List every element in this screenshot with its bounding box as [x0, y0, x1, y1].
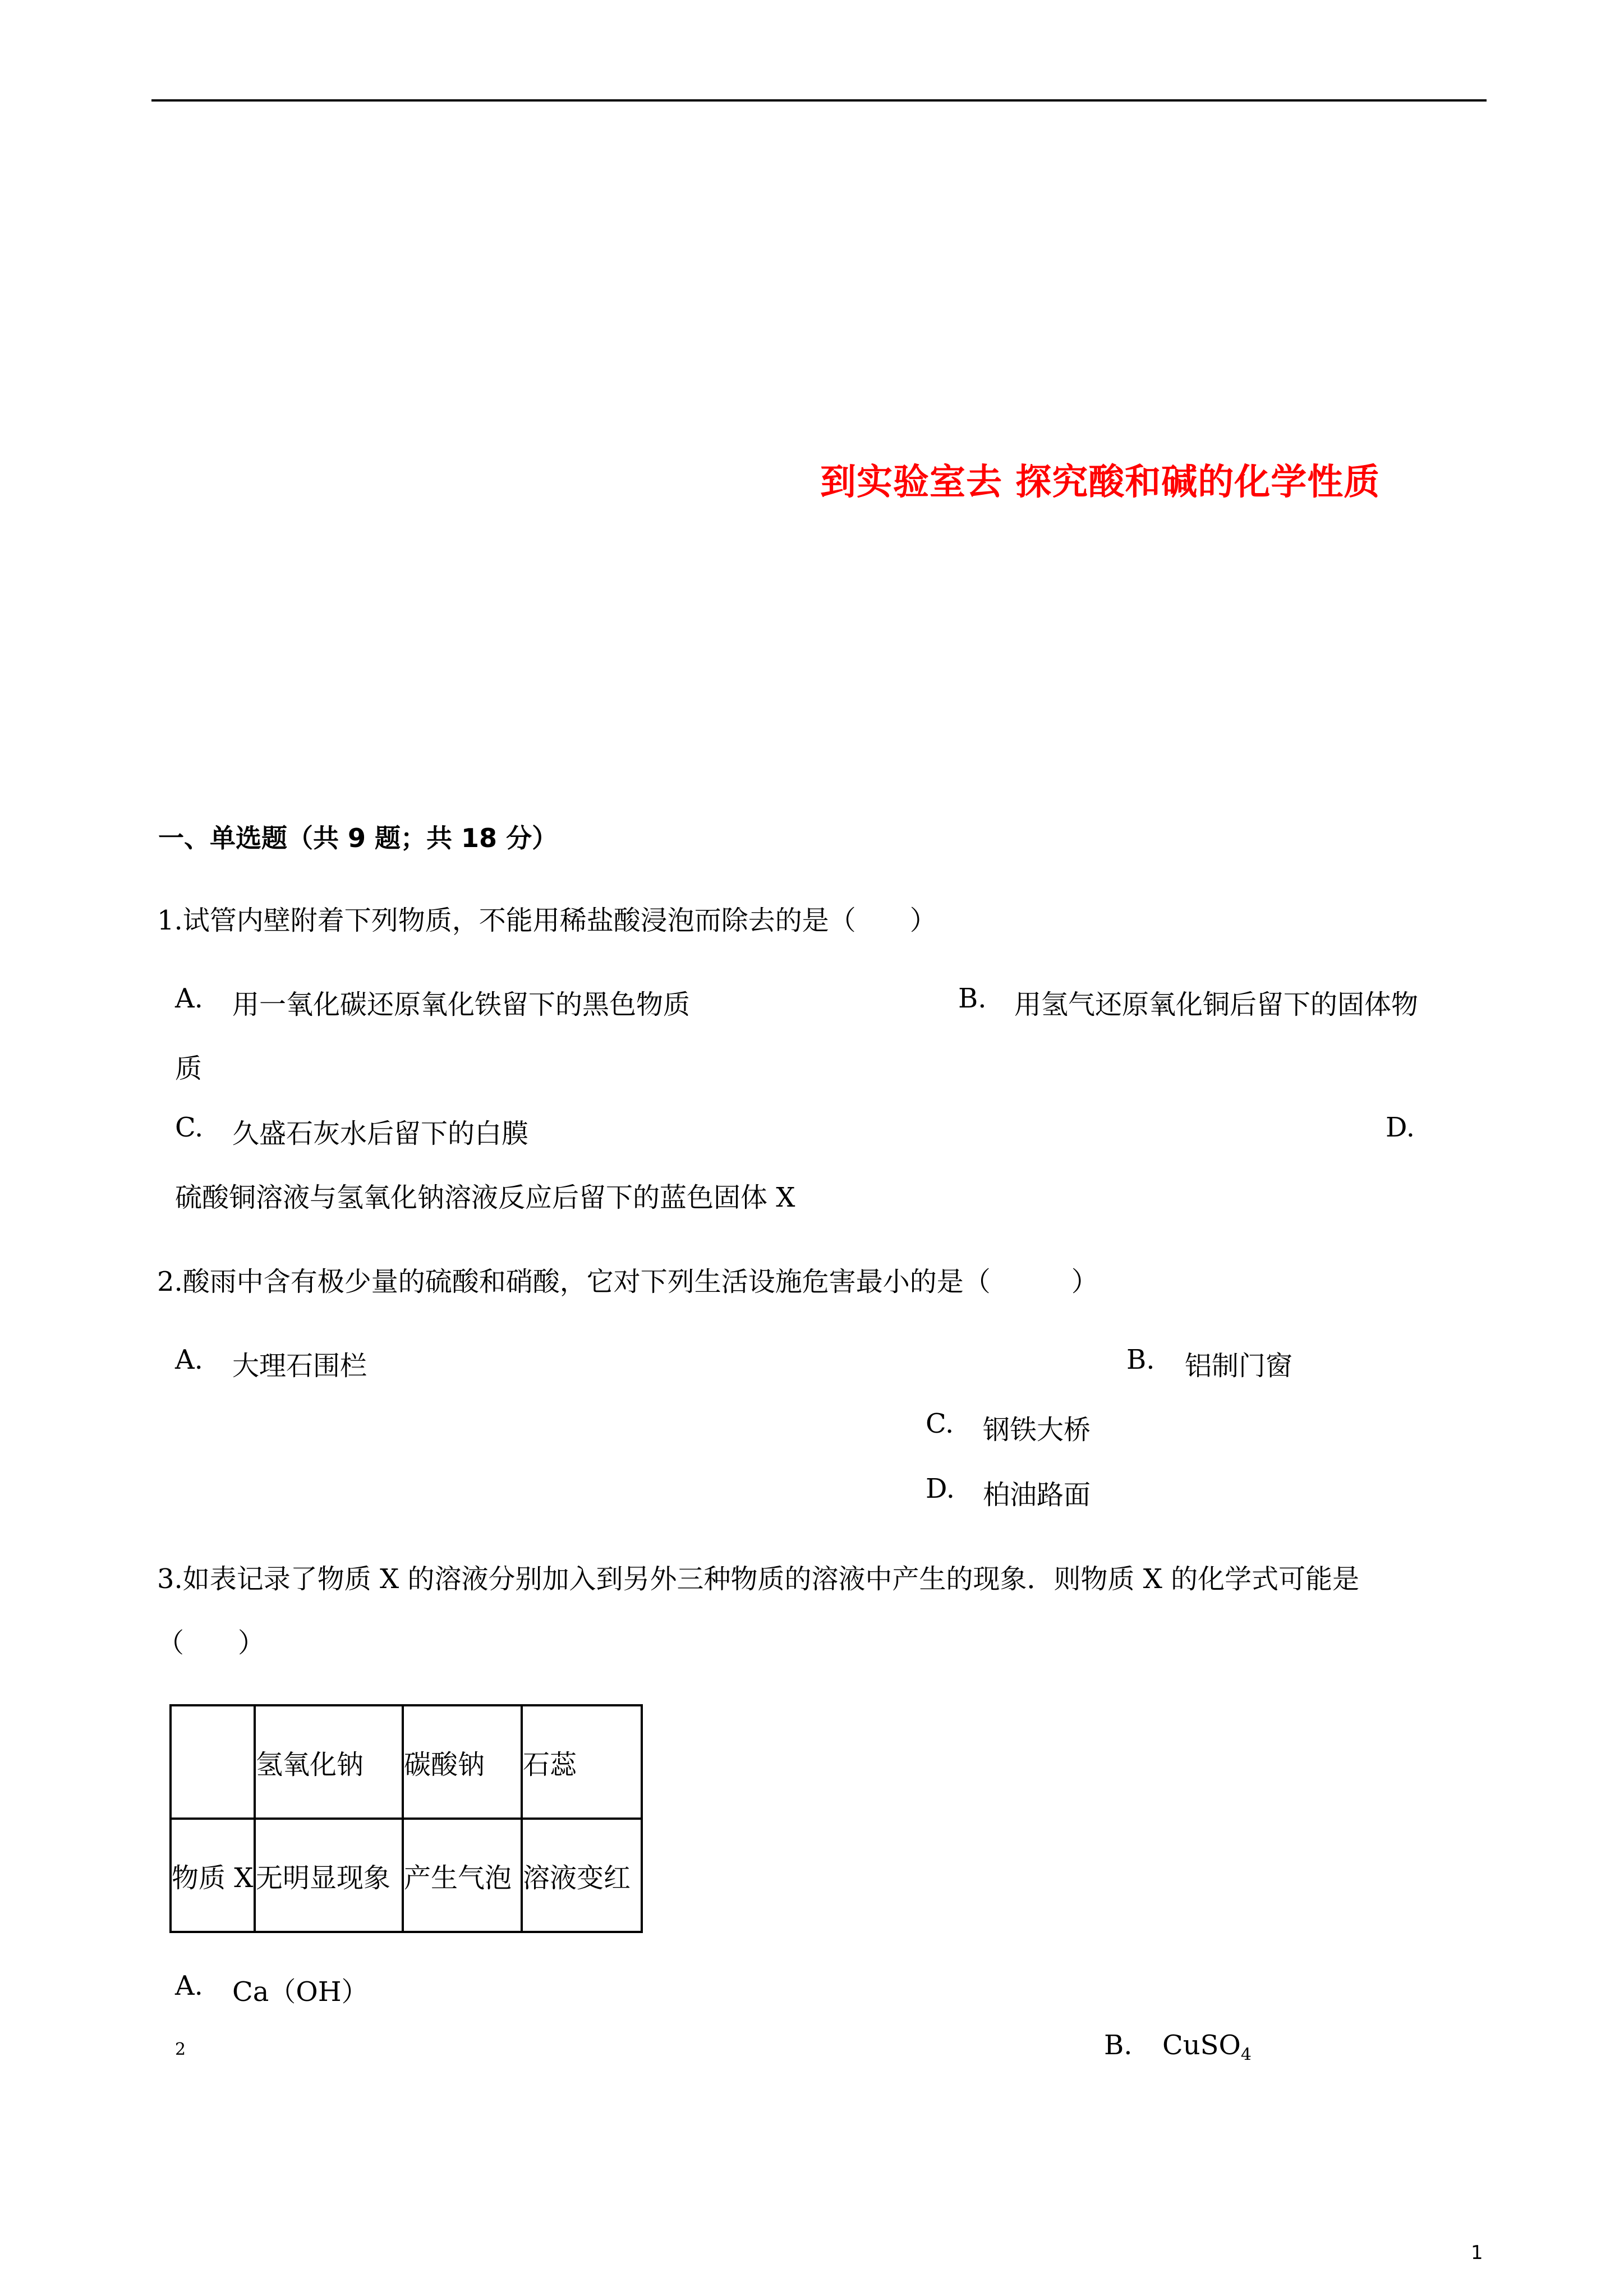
q3-option-b-subscript: 4: [1240, 2045, 1252, 2065]
q2-option-c-text: 钢铁大桥: [983, 1414, 1091, 1446]
q3-option-a-letter: A.: [175, 1970, 203, 2001]
header-rule: [151, 99, 1487, 102]
table-header-row: [171, 1705, 642, 1819]
q3-option-a-subscript: 2: [175, 2040, 186, 2059]
observation-table: [169, 1704, 643, 1933]
q3-option-b-formula: [1162, 2030, 1252, 2065]
q1-option-d-letter: D.: [1386, 1112, 1415, 1143]
table-cell: 产生气泡: [403, 1819, 522, 1932]
q2-option-a-letter: A.: [175, 1344, 203, 1375]
q3-option-b-text: CuSO: [1162, 2030, 1241, 2061]
question-2-stem: 2.酸雨中含有极少量的硫酸和硝酸，它对下列生活设施危害最小的是（ ）: [157, 1266, 1098, 1297]
section-heading: 一、单选题（共 9 题；共 18 分）: [158, 823, 558, 853]
table-cell: 物质 X: [171, 1819, 255, 1932]
q1-option-c-letter: C.: [175, 1112, 204, 1143]
q1-option-c-text: 久盛石灰水后留下的白膜: [232, 1118, 529, 1149]
table-row: [171, 1819, 642, 1932]
q1-option-a-text: 用一氧化碳还原氧化铁留下的黑色物质: [232, 989, 691, 1020]
q1-option-b-text: 用氢气还原氧化铜后留下的固体物: [1014, 989, 1419, 1020]
q2-option-c-letter: C.: [926, 1408, 954, 1439]
page-number: 1: [1471, 2242, 1483, 2264]
table-cell: 氢氧化钠: [255, 1705, 403, 1819]
q1-option-d-text: 硫酸铜溶液与氢氧化钠溶液反应后留下的蓝色固体 X: [175, 1182, 795, 1213]
q2-option-a-text: 大理石围栏: [232, 1350, 367, 1382]
q1-option-b-letter: B.: [958, 983, 987, 1014]
q2-option-d-letter: D.: [926, 1473, 955, 1504]
question-3-stem: 3.如表记录了物质 X 的溶液分别加入到另外三种物质的溶液中产生的现象．则物质 X 的化学式可能是: [157, 1563, 1360, 1595]
q2-option-d-text: 柏油路面: [983, 1479, 1091, 1511]
q3-option-b-letter: B.: [1104, 2030, 1133, 2061]
table-cell: 石蕊: [522, 1705, 642, 1819]
table-cell: [171, 1705, 255, 1819]
table-cell: 溶液变红: [522, 1819, 642, 1932]
question-3-stem-wrap: （ ）: [157, 1627, 265, 1659]
q2-option-b-letter: B.: [1126, 1344, 1155, 1375]
q2-option-b-text: 铝制门窗: [1185, 1350, 1293, 1382]
q1-option-a-letter: A.: [175, 983, 203, 1014]
table-cell: 碳酸钠: [403, 1705, 522, 1819]
q1-option-b-wrap: 质: [175, 1053, 203, 1084]
question-1-stem: 1.试管内壁附着下列物质，不能用稀盐酸浸泡而除去的是（ ）: [157, 905, 937, 936]
document-title: 到实验室去 探究酸和碱的化学性质: [820, 462, 1381, 503]
table-cell: 无明显现象: [255, 1819, 403, 1932]
q3-option-a-text: Ca（OH）: [232, 1976, 369, 2008]
